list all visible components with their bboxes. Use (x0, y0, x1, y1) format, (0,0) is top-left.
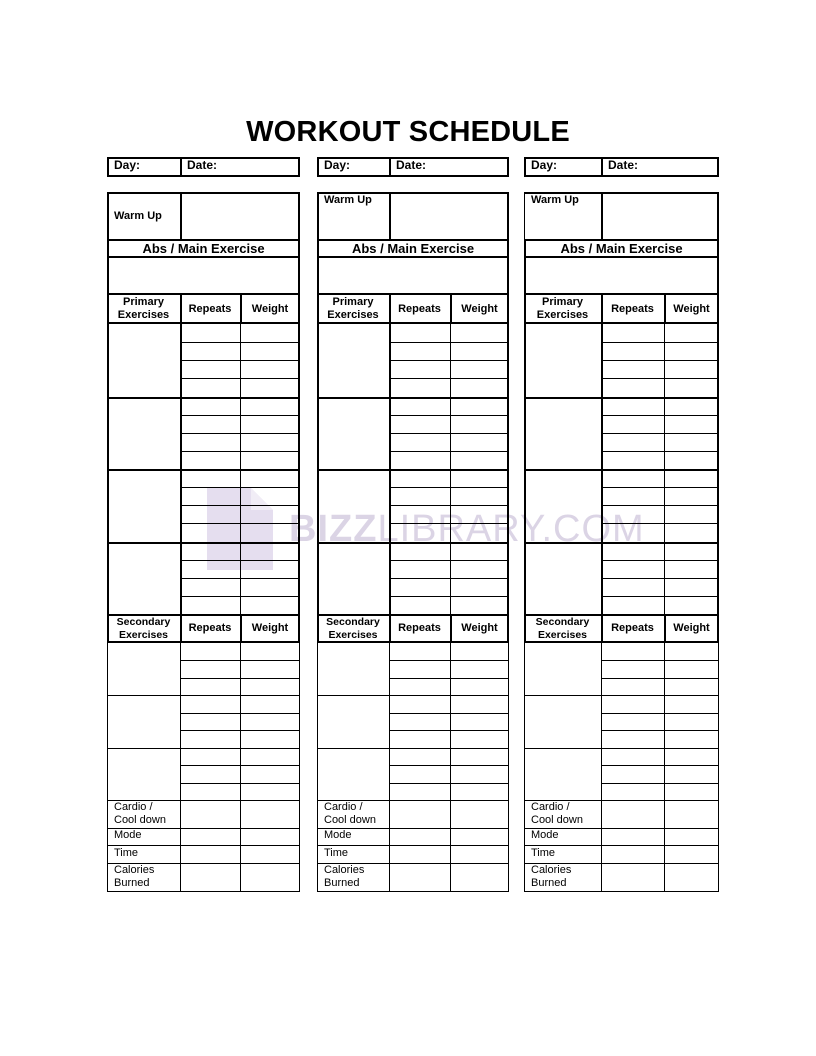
weight-cell[interactable] (451, 660, 508, 677)
weight-cell[interactable] (665, 505, 717, 523)
weight-cell[interactable] (665, 643, 718, 660)
weight-cell[interactable] (451, 378, 507, 396)
primary-exercise-cell[interactable] (109, 324, 180, 397)
weight-cell[interactable] (241, 487, 298, 505)
repeats-cell[interactable] (181, 783, 240, 800)
weight-cell[interactable] (665, 360, 717, 378)
repeats-cell[interactable] (390, 523, 450, 541)
weight-cell[interactable] (451, 730, 508, 747)
repeats-cell[interactable] (181, 469, 240, 487)
time-repeats-cell[interactable] (390, 845, 450, 863)
rule-line (718, 643, 719, 891)
time-weight-cell[interactable] (241, 845, 299, 863)
time-repeats-cell[interactable] (181, 845, 240, 863)
secondary-exercise-cell[interactable] (318, 695, 389, 747)
calories-weight-cell[interactable] (451, 863, 508, 891)
repeats-cell[interactable] (181, 542, 240, 560)
primary-exercise-cell[interactable] (319, 469, 389, 542)
repeats-cell[interactable] (390, 360, 450, 378)
primary-exercise-cell[interactable] (319, 324, 389, 397)
weight-cell[interactable] (451, 643, 508, 660)
weight-cell[interactable] (451, 560, 507, 578)
secondary-exercises-label: Secondary Exercises (116, 616, 171, 641)
mode-repeats-cell[interactable] (602, 828, 664, 845)
weight-cell[interactable] (241, 397, 298, 415)
repeats-cell[interactable] (390, 660, 450, 677)
repeats-cell[interactable] (181, 378, 240, 396)
column-3 (524, 157, 719, 891)
weight-cell[interactable] (665, 596, 717, 614)
primary-exercise-cell[interactable] (526, 397, 601, 470)
repeats-cell[interactable] (390, 748, 450, 765)
rule-line (389, 157, 391, 177)
repeats-cell[interactable] (181, 695, 240, 712)
repeats-cell[interactable] (602, 342, 664, 360)
weight-cell[interactable] (451, 342, 507, 360)
bottom-line (107, 891, 300, 892)
repeats-label: Repeats (398, 622, 441, 634)
warm-up-input[interactable] (389, 192, 509, 241)
weight-cell[interactable] (665, 783, 718, 800)
repeats-cell[interactable] (602, 451, 664, 469)
repeats-cell[interactable] (390, 397, 450, 415)
repeats-cell[interactable] (390, 695, 450, 712)
primary-exercise-cell[interactable] (526, 542, 601, 615)
repeats-cell[interactable] (602, 765, 664, 782)
weight-label: Weight (251, 303, 289, 315)
day-label: Day: (114, 158, 141, 172)
mode-repeats-cell[interactable] (390, 828, 450, 845)
warm-up-input[interactable] (601, 192, 719, 241)
weight-cell[interactable] (665, 678, 718, 695)
repeats-cell[interactable] (181, 433, 240, 451)
weight-cell[interactable] (241, 730, 299, 747)
secondary-exercise-cell[interactable] (108, 695, 180, 747)
weight-cell[interactable] (665, 560, 717, 578)
time-weight-cell[interactable] (665, 845, 718, 863)
secondary-exercise-cell[interactable] (318, 748, 389, 800)
repeats-cell[interactable] (181, 560, 240, 578)
weight-label: Weight (673, 303, 710, 315)
mode-label: Mode (114, 829, 142, 841)
weight-cell[interactable] (665, 523, 717, 541)
repeats-cell[interactable] (602, 415, 664, 433)
weight-cell[interactable] (451, 596, 507, 614)
repeats-cell[interactable] (181, 730, 240, 747)
day-label: Day: (324, 158, 351, 172)
repeats-cell[interactable] (181, 505, 240, 523)
repeats-cell[interactable] (390, 730, 450, 747)
cardio-repeats-cell[interactable] (181, 800, 240, 828)
bottom-line (317, 891, 509, 892)
repeats-cell[interactable] (390, 713, 450, 730)
primary-exercise-cell[interactable] (109, 469, 180, 542)
cardio-weight-cell[interactable] (451, 800, 508, 828)
primary-exercises-label: Primary Exercises (536, 296, 589, 321)
repeats-cell[interactable] (181, 748, 240, 765)
weight-cell[interactable] (241, 560, 298, 578)
weight-cell[interactable] (665, 713, 718, 730)
abs-main-input[interactable] (107, 258, 300, 295)
repeats-cell[interactable] (181, 487, 240, 505)
weight-cell[interactable] (241, 360, 298, 378)
weight-cell[interactable] (241, 542, 298, 560)
mode-label: Mode (324, 829, 352, 841)
repeats-cell[interactable] (602, 523, 664, 541)
weight-cell[interactable] (451, 324, 507, 342)
abs-main-input[interactable] (317, 258, 509, 295)
repeats-cell[interactable] (602, 487, 664, 505)
repeats-cell[interactable] (390, 578, 450, 596)
primary-exercise-cell[interactable] (109, 397, 180, 470)
repeats-cell[interactable] (390, 783, 450, 800)
weight-cell[interactable] (241, 469, 298, 487)
weight-cell[interactable] (665, 433, 717, 451)
weight-cell[interactable] (665, 730, 718, 747)
repeats-cell[interactable] (181, 596, 240, 614)
primary-exercise-cell[interactable] (526, 469, 601, 542)
rule-line (508, 643, 509, 891)
weight-cell[interactable] (451, 360, 507, 378)
weight-cell[interactable] (451, 487, 507, 505)
repeats-label: Repeats (398, 303, 441, 315)
repeats-cell[interactable] (390, 469, 450, 487)
rule-line (601, 157, 603, 177)
repeats-cell[interactable] (602, 695, 664, 712)
repeats-cell[interactable] (602, 660, 664, 677)
weight-cell[interactable] (665, 397, 717, 415)
watermark-text: BIZZLIBRARY.COM (289, 508, 645, 550)
weight-cell[interactable] (451, 542, 507, 560)
repeats-cell[interactable] (390, 643, 450, 660)
rule-line (299, 643, 300, 891)
time-label: Time (531, 847, 556, 859)
repeats-cell[interactable] (181, 578, 240, 596)
primary-exercise-cell[interactable] (109, 542, 180, 615)
weight-cell[interactable] (665, 660, 718, 677)
weight-cell[interactable] (451, 451, 507, 469)
weight-label: Weight (461, 622, 498, 634)
weight-cell[interactable] (241, 342, 298, 360)
cardio-weight-cell[interactable] (665, 800, 718, 828)
secondary-exercises-label: Secondary Exercises (535, 616, 590, 641)
calories-repeats-cell[interactable] (602, 863, 664, 891)
repeats-cell[interactable] (602, 643, 664, 660)
cardio-cool-down-label: Cardio / Cool down (324, 801, 376, 826)
weight-cell[interactable] (665, 342, 717, 360)
weight-cell[interactable] (451, 433, 507, 451)
repeats-cell[interactable] (181, 397, 240, 415)
secondary-exercise-cell[interactable] (525, 643, 601, 695)
calories-burned-label: Calories Burned (324, 864, 365, 889)
repeats-label: Repeats (188, 622, 232, 634)
repeats-cell[interactable] (390, 505, 450, 523)
repeats-cell[interactable] (181, 678, 240, 695)
weight-cell[interactable] (451, 678, 508, 695)
time-label: Time (114, 847, 139, 859)
primary-exercise-cell[interactable] (526, 324, 601, 397)
column-1 (107, 157, 300, 891)
repeats-cell[interactable] (390, 765, 450, 782)
weight-cell[interactable] (665, 451, 717, 469)
date-label: Date: (608, 158, 639, 172)
page-title: WORKOUT SCHEDULE (246, 116, 570, 148)
repeats-cell[interactable] (602, 596, 664, 614)
repeats-cell[interactable] (602, 730, 664, 747)
repeats-label: Repeats (188, 303, 232, 315)
calories-weight-cell[interactable] (241, 863, 299, 891)
abs-main-input[interactable] (524, 258, 719, 295)
weight-cell[interactable] (241, 678, 299, 695)
day-label: Day: (531, 158, 558, 172)
weight-cell[interactable] (665, 415, 717, 433)
date-label: Date: (187, 158, 218, 172)
cardio-weight-cell[interactable] (241, 800, 299, 828)
repeats-label: Repeats (611, 303, 654, 315)
repeats-cell[interactable] (602, 433, 664, 451)
weight-cell[interactable] (451, 695, 508, 712)
weight-cell[interactable] (241, 748, 299, 765)
repeats-cell[interactable] (181, 765, 240, 782)
weight-cell[interactable] (451, 415, 507, 433)
secondary-exercise-cell[interactable] (108, 748, 180, 800)
column-2 (317, 157, 509, 891)
time-weight-cell[interactable] (451, 845, 508, 863)
mode-label: Mode (531, 829, 559, 841)
time-label: Time (324, 847, 349, 859)
cardio-repeats-cell[interactable] (390, 800, 450, 828)
repeats-cell[interactable] (390, 433, 450, 451)
secondary-exercises-label: Secondary Exercises (326, 616, 380, 641)
mode-weight-cell[interactable] (665, 828, 718, 845)
weight-cell[interactable] (241, 596, 298, 614)
weight-cell[interactable] (665, 469, 717, 487)
secondary-exercise-cell[interactable] (525, 748, 601, 800)
weight-cell[interactable] (241, 415, 298, 433)
weight-cell[interactable] (665, 695, 718, 712)
secondary-exercise-cell[interactable] (525, 695, 601, 747)
repeats-cell[interactable] (390, 378, 450, 396)
repeats-cell[interactable] (390, 560, 450, 578)
repeats-cell[interactable] (602, 542, 664, 560)
weight-label: Weight (673, 622, 710, 634)
mode-weight-cell[interactable] (451, 828, 508, 845)
weight-cell[interactable] (665, 542, 717, 560)
repeats-cell[interactable] (602, 360, 664, 378)
warm-up-input[interactable] (180, 192, 300, 241)
weight-cell[interactable] (665, 765, 718, 782)
repeats-cell[interactable] (390, 324, 450, 342)
weight-cell[interactable] (241, 523, 298, 541)
repeats-cell[interactable] (181, 713, 240, 730)
primary-exercise-cell[interactable] (319, 397, 389, 470)
repeats-cell[interactable] (181, 523, 240, 541)
weight-cell[interactable] (241, 433, 298, 451)
abs-main-label: Abs / Main Exercise (560, 241, 683, 256)
weight-cell[interactable] (241, 783, 299, 800)
repeats-cell[interactable] (602, 748, 664, 765)
cardio-cool-down-label: Cardio / Cool down (114, 801, 166, 826)
weight-cell[interactable] (451, 765, 508, 782)
repeats-cell[interactable] (602, 469, 664, 487)
weight-cell[interactable] (451, 748, 508, 765)
repeats-cell[interactable] (602, 713, 664, 730)
repeats-cell[interactable] (602, 397, 664, 415)
abs-main-label: Abs / Main Exercise (142, 241, 265, 256)
weight-cell[interactable] (451, 397, 507, 415)
repeats-cell[interactable] (390, 451, 450, 469)
mode-weight-cell[interactable] (241, 828, 299, 845)
calories-repeats-cell[interactable] (181, 863, 240, 891)
secondary-exercise-cell[interactable] (318, 643, 389, 695)
time-repeats-cell[interactable] (602, 845, 664, 863)
weight-cell[interactable] (241, 695, 299, 712)
weight-cell[interactable] (665, 748, 718, 765)
repeats-cell[interactable] (390, 415, 450, 433)
calories-burned-label: Calories Burned (114, 864, 155, 889)
weight-cell[interactable] (665, 578, 717, 596)
weight-label: Weight (251, 622, 289, 634)
weight-cell[interactable] (241, 505, 298, 523)
repeats-cell[interactable] (390, 596, 450, 614)
warm-up-label: Warm Up (531, 194, 579, 206)
weight-cell[interactable] (451, 783, 508, 800)
weight-cell[interactable] (665, 378, 717, 396)
repeats-cell[interactable] (181, 415, 240, 433)
secondary-exercise-cell[interactable] (108, 643, 180, 695)
weight-cell[interactable] (451, 713, 508, 730)
repeats-cell[interactable] (181, 360, 240, 378)
repeats-cell[interactable] (602, 678, 664, 695)
weight-cell[interactable] (451, 505, 507, 523)
repeats-cell[interactable] (390, 487, 450, 505)
repeats-cell[interactable] (390, 342, 450, 360)
repeats-cell[interactable] (602, 578, 664, 596)
weight-cell[interactable] (241, 765, 299, 782)
repeats-cell[interactable] (181, 643, 240, 660)
weight-label: Weight (461, 303, 498, 315)
cardio-repeats-cell[interactable] (602, 800, 664, 828)
repeats-cell[interactable] (602, 378, 664, 396)
calories-weight-cell[interactable] (665, 863, 718, 891)
abs-main-label: Abs / Main Exercise (351, 241, 475, 256)
weight-cell[interactable] (451, 469, 507, 487)
calories-repeats-cell[interactable] (390, 863, 450, 891)
repeats-cell[interactable] (602, 324, 664, 342)
date-label: Date: (396, 158, 427, 172)
repeats-cell[interactable] (390, 542, 450, 560)
weight-cell[interactable] (241, 451, 298, 469)
weight-cell[interactable] (241, 660, 299, 677)
weight-cell[interactable] (451, 578, 507, 596)
weight-cell[interactable] (451, 523, 507, 541)
mode-repeats-cell[interactable] (181, 828, 240, 845)
repeats-cell[interactable] (181, 660, 240, 677)
repeats-cell[interactable] (181, 324, 240, 342)
weight-cell[interactable] (241, 378, 298, 396)
calories-burned-label: Calories Burned (531, 864, 572, 889)
repeats-cell[interactable] (602, 560, 664, 578)
primary-exercises-label: Primary Exercises (117, 296, 170, 321)
repeats-cell[interactable] (390, 678, 450, 695)
rule-line (180, 157, 182, 177)
repeats-cell[interactable] (602, 783, 664, 800)
repeats-label: Repeats (611, 622, 654, 634)
weight-cell[interactable] (241, 324, 298, 342)
repeats-cell[interactable] (181, 451, 240, 469)
weight-cell[interactable] (241, 713, 299, 730)
bottom-line (524, 891, 719, 892)
repeats-cell[interactable] (181, 342, 240, 360)
cardio-cool-down-label: Cardio / Cool down (531, 801, 583, 826)
primary-exercise-cell[interactable] (319, 542, 389, 615)
weight-cell[interactable] (665, 324, 717, 342)
warm-up-label: Warm Up (114, 210, 162, 222)
weight-cell[interactable] (241, 643, 299, 660)
repeats-cell[interactable] (602, 505, 664, 523)
weight-cell[interactable] (665, 487, 717, 505)
warm-up-label: Warm Up (324, 194, 372, 206)
primary-exercises-label: Primary Exercises (327, 296, 379, 321)
weight-cell[interactable] (241, 578, 298, 596)
